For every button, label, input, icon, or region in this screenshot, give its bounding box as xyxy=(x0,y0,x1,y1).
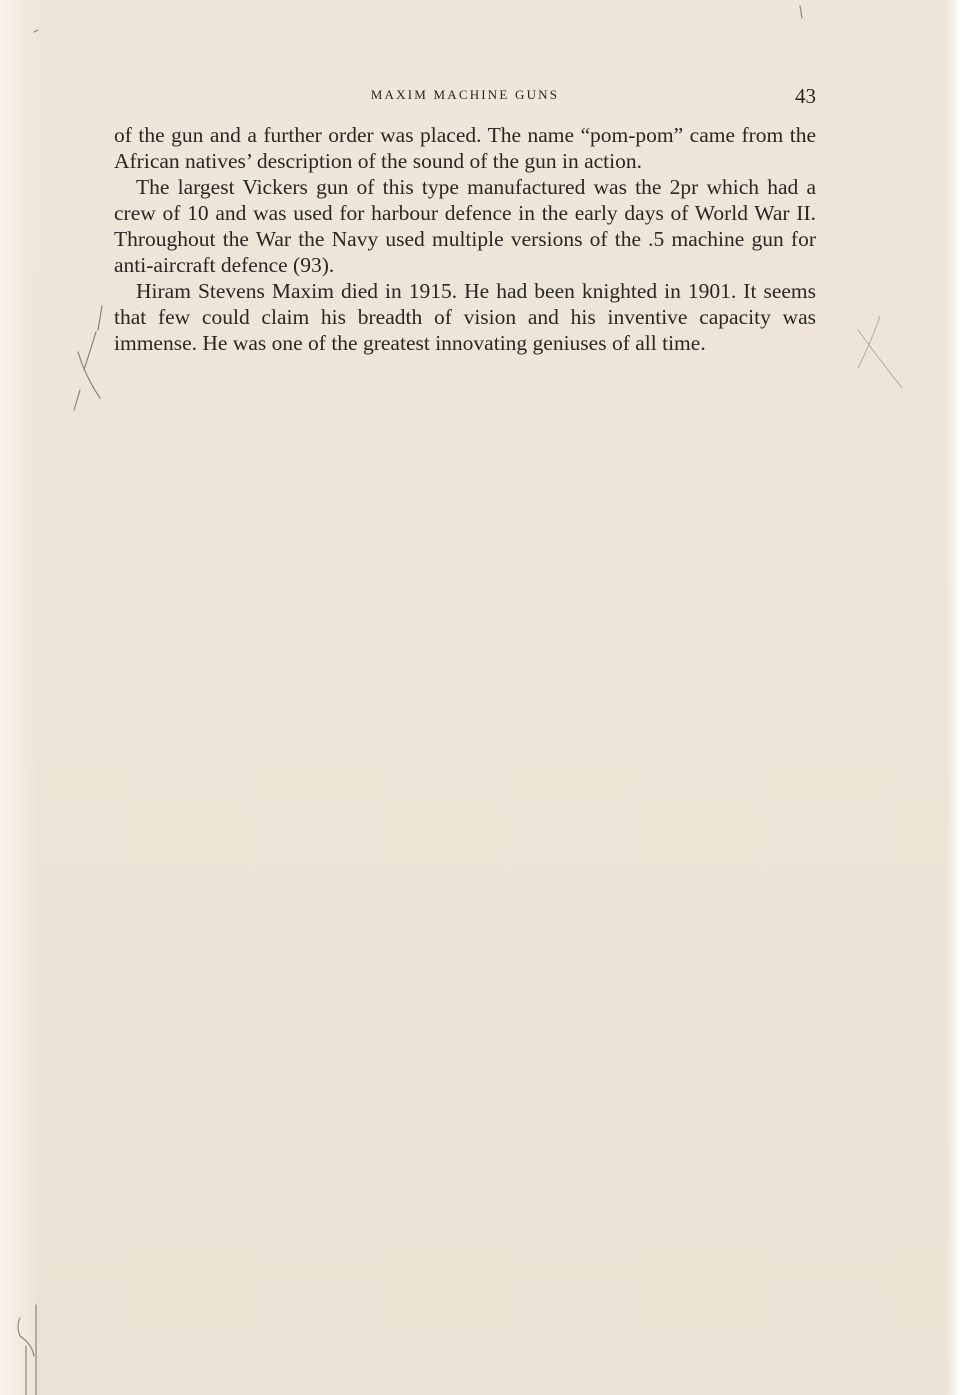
paragraph-vickers: The largest Vickers gun of this type manufactured was the 2pr which had a crew of 10 and was used for harbour defence in the early days of World War II. Throughout the War the Navy used multiple versions of the .5 machine gun for anti-aircraft defence (93). xyxy=(114,175,816,277)
torn-corner-mark xyxy=(18,1305,36,1395)
paragraph-maxim-death: Hiram Stevens Maxim died in 1915. He had been knighted in 1901. It seems that few could claim his breadth of vision and his inventive capacity was immense. He was one of the greatest innovating geniuses of all time. xyxy=(114,279,816,355)
pencil-cross-left-mark xyxy=(74,306,102,410)
paragraph-continued: of the gun and a further order was placed. The name “pom-pom” came from the African natives’ description of the sound of the gun in action. xyxy=(114,123,816,173)
edge-tick-marks xyxy=(34,6,802,32)
page-number: 43 xyxy=(795,84,816,108)
running-title: MAXIM MACHINE GUNS xyxy=(370,87,560,102)
pencil-cross-right-mark xyxy=(858,316,902,388)
